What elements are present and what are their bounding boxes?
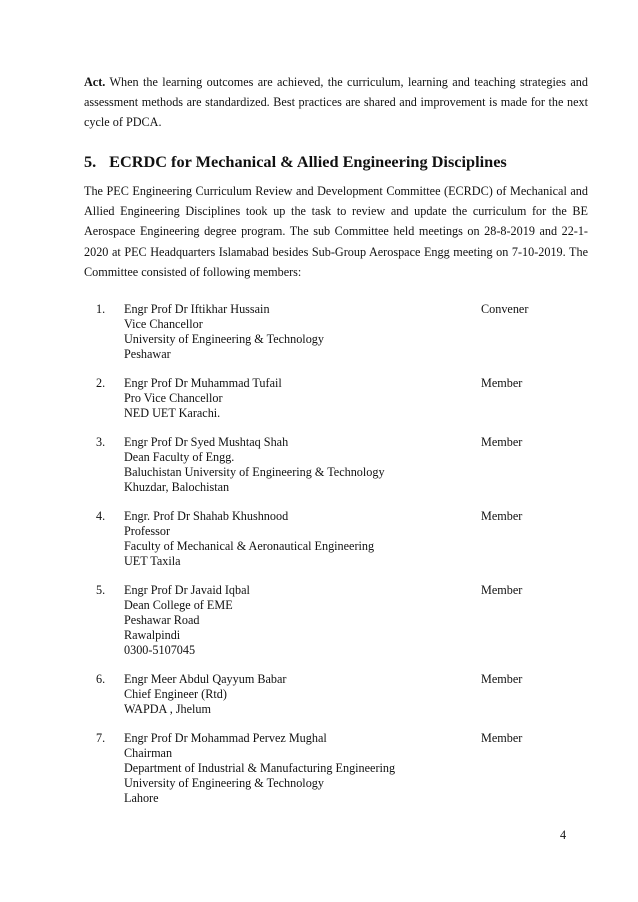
member-index: 6. (96, 672, 106, 686)
member-details (124, 731, 464, 806)
member-index: 2. (96, 376, 106, 390)
member-role: Convener (481, 302, 529, 316)
member-index: 3. (96, 435, 106, 449)
member-name: Engr Prof Dr Iftikhar Hussain (124, 302, 270, 316)
intro-paragraph (84, 72, 588, 132)
member-name: Engr Meer Abdul Qayyum Babar (124, 672, 287, 686)
member-detail-line: Faculty of Mechanical & Aeronautical Engineering (124, 539, 375, 553)
member-detail-line: Dean College of EME (124, 598, 233, 612)
member-detail-line: Vice Chancellor (124, 317, 203, 331)
member-name: Engr Prof Dr Syed Mushtaq Shah (124, 435, 289, 449)
member-detail-line: Chairman (124, 746, 173, 760)
member-detail-line: Baluchistan University of Engineering & Technology (124, 465, 385, 479)
member-role: Member (481, 583, 523, 597)
member-details (124, 672, 464, 717)
member-detail-line: Pro Vice Chancellor (124, 391, 223, 405)
member-details (124, 509, 464, 569)
member-detail-line: Dean Faculty of Engg. (124, 450, 235, 464)
section-paragraph: The PEC Engineering Curriculum Review and Development Committee (ECRDC) of Mechanical and Allied Engineering Disciplines took up the task to review and update the curriculum for the BE Aerospace Engineering degree program. The sub Committee held meetings on 28-8-2019 and 22-1-2020 at PEC Headquarters Islamabad besides Sub-Group Aerospace Engg meeting on 7-10-2019. The Committee consisted of following members: (84, 184, 588, 279)
section-number: 5. (84, 152, 97, 171)
member-detail-line: University of Engineering & Technology (124, 776, 324, 790)
member-details (124, 583, 464, 658)
member-detail-line: Peshawar (124, 347, 171, 361)
member-name: Engr Prof Dr Mohammad Pervez Mughal (124, 731, 327, 745)
member-detail-line: Khuzdar, Balochistan (124, 480, 230, 494)
member-role: Member (481, 509, 523, 523)
member-detail-line: UET Taxila (124, 554, 181, 568)
member-index: 4. (96, 509, 106, 523)
member-details (124, 435, 464, 495)
member-name: Engr Prof Dr Muhammad Tufail (124, 376, 282, 390)
member-detail-line: 0300-5107045 (124, 643, 196, 657)
member-role: Member (481, 731, 523, 745)
member-name: Engr Prof Dr Javaid Iqbal (124, 583, 250, 597)
member-detail-line: Lahore (124, 791, 159, 805)
member-details (124, 376, 464, 421)
intro-text: When the learning outcomes are achieved, the curriculum, learning and teaching strategies and assessment methods are standardized. Best practices are shared and improvement is made for the next cycle of PDCA. (84, 75, 588, 129)
page-number: 4 (560, 828, 567, 842)
member-detail-line: University of Engineering & Technology (124, 332, 324, 346)
member-index: 7. (96, 731, 106, 745)
member-detail-line: Peshawar Road (124, 613, 200, 627)
member-detail-line: Department of Industrial & Manufacturing Engineering (124, 761, 396, 775)
member-index: 1. (96, 302, 106, 316)
member-role: Member (481, 435, 523, 449)
member-detail-line: Chief Engineer (Rtd) (124, 687, 227, 701)
member-index: 5. (96, 583, 106, 597)
intro-lead: Act. (84, 75, 106, 89)
member-role: Member (481, 672, 523, 686)
member-role: Member (481, 376, 523, 390)
member-detail-line: WAPDA , Jhelum (124, 702, 212, 716)
member-detail-line: Professor (124, 524, 171, 538)
member-detail-line: Rawalpindi (124, 628, 181, 642)
member-name: Engr. Prof Dr Shahab Khushnood (124, 509, 289, 523)
member-details (124, 302, 464, 362)
section-title: ECRDC for Mechanical & Allied Engineering Disciplines (109, 152, 507, 171)
section-heading (84, 152, 588, 172)
member-detail-line: NED UET Karachi. (124, 406, 221, 420)
